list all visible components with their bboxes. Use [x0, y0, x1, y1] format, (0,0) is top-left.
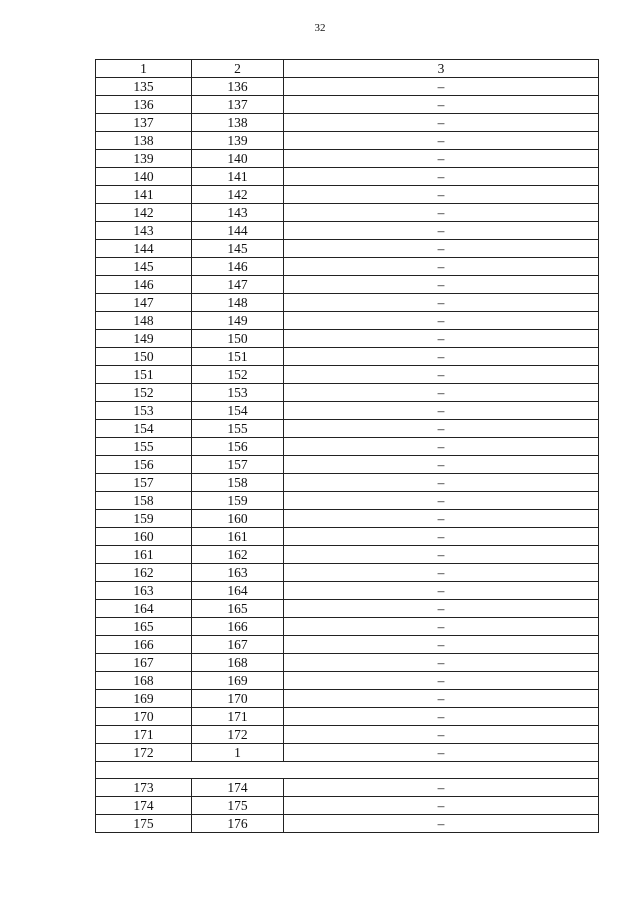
table-cell-col-3: –	[284, 204, 599, 222]
table-cell-col-2: 144	[192, 222, 284, 240]
table-cell-col-1: 149	[96, 330, 192, 348]
table-row	[96, 600, 599, 618]
table-row	[96, 204, 599, 222]
table-cell-col-1: 144	[96, 240, 192, 258]
table-cell-col-3: –	[284, 78, 599, 96]
table-cell-col-2: 163	[192, 564, 284, 582]
data-table	[95, 59, 599, 833]
table-cell-col-1: 146	[96, 276, 192, 294]
table-cell-col-1: 160	[96, 528, 192, 546]
table-cell-col-1: 141	[96, 186, 192, 204]
table-cell-col-1: 154	[96, 420, 192, 438]
table-cell-col-1: 162	[96, 564, 192, 582]
table-row	[96, 168, 599, 186]
table-row	[96, 672, 599, 690]
table-cell-col-3: –	[284, 384, 599, 402]
separator-row	[96, 762, 599, 779]
table-cell-col-1: 148	[96, 312, 192, 330]
table-row	[96, 222, 599, 240]
table-cell-col-3: –	[284, 276, 599, 294]
table-cell-col-1: 138	[96, 132, 192, 150]
column-header-1: 1	[96, 60, 192, 78]
table-cell-col-2: 162	[192, 546, 284, 564]
table-row	[96, 366, 599, 384]
table-cell-col-1: 157	[96, 474, 192, 492]
table-cell-col-1: 168	[96, 672, 192, 690]
table-cell-col-3: –	[284, 546, 599, 564]
table-cell-col-2: 149	[192, 312, 284, 330]
table-row	[96, 654, 599, 672]
table-cell-col-3: –	[284, 672, 599, 690]
table-row	[96, 258, 599, 276]
table-cell-col-3: –	[284, 618, 599, 636]
table-cell-col-1: 136	[96, 96, 192, 114]
table-cell-col-2: 165	[192, 600, 284, 618]
table-cell-col-3: –	[284, 294, 599, 312]
table-row	[96, 438, 599, 456]
table-cell-col-3: –	[284, 779, 599, 797]
table-cell-col-2: 166	[192, 618, 284, 636]
table-cell-col-2: 167	[192, 636, 284, 654]
table-cell-col-1: 140	[96, 168, 192, 186]
table-row	[96, 564, 599, 582]
table-row	[96, 779, 599, 797]
table-cell-col-3: –	[284, 366, 599, 384]
table-cell-col-3: –	[284, 744, 599, 762]
table-cell-col-3: –	[284, 636, 599, 654]
table-cell-col-1: 163	[96, 582, 192, 600]
table-row	[96, 294, 599, 312]
table-cell-col-3: –	[284, 797, 599, 815]
page-number: 32	[314, 22, 326, 34]
table-cell-col-2: 154	[192, 402, 284, 420]
table-cell-col-2: 148	[192, 294, 284, 312]
table-cell-col-3: –	[284, 564, 599, 582]
table-cell-col-1: 153	[96, 402, 192, 420]
table-cell-col-3: –	[284, 150, 599, 168]
table-cell-col-3: –	[284, 186, 599, 204]
table-cell-col-2: 137	[192, 96, 284, 114]
table-cell-col-3: –	[284, 240, 599, 258]
table-cell-col-1: 150	[96, 348, 192, 366]
table-row	[96, 420, 599, 438]
table-cell-col-1: 172	[96, 744, 192, 762]
table-row	[96, 402, 599, 420]
table-cell-col-1: 164	[96, 600, 192, 618]
table-cell-col-2: 155	[192, 420, 284, 438]
table-row	[96, 114, 599, 132]
table-row	[96, 582, 599, 600]
table-cell-col-2: 170	[192, 690, 284, 708]
table-cell-col-2: 172	[192, 726, 284, 744]
table-cell-col-2: 156	[192, 438, 284, 456]
table-cell-col-1: 155	[96, 438, 192, 456]
table-cell-col-2: 140	[192, 150, 284, 168]
table-cell-col-2: 174	[192, 779, 284, 797]
table-row	[96, 330, 599, 348]
table-row	[96, 474, 599, 492]
table-cell-col-3: –	[284, 528, 599, 546]
table-row	[96, 240, 599, 258]
table-cell-col-3: –	[284, 456, 599, 474]
table-cell-col-3: –	[284, 474, 599, 492]
column-header-2: 2	[192, 60, 284, 78]
table-row	[96, 456, 599, 474]
column-header-3: 3	[284, 60, 599, 78]
table-cell-col-1: 158	[96, 492, 192, 510]
table-row	[96, 276, 599, 294]
table-row	[96, 78, 599, 96]
table-cell-col-3: –	[284, 222, 599, 240]
table-cell-col-3: –	[284, 348, 599, 366]
table-row	[96, 348, 599, 366]
table-row	[96, 815, 599, 833]
table-cell-col-2: 145	[192, 240, 284, 258]
table-cell-col-1: 173	[96, 779, 192, 797]
table-cell-col-2: 141	[192, 168, 284, 186]
table-cell-col-1: 167	[96, 654, 192, 672]
table-cell-col-1: 143	[96, 222, 192, 240]
table-cell-col-2: 169	[192, 672, 284, 690]
table-row	[96, 150, 599, 168]
table-cell-col-1: 152	[96, 384, 192, 402]
table-cell-col-1: 159	[96, 510, 192, 528]
table-cell-col-3: –	[284, 654, 599, 672]
table-cell-col-3: –	[284, 726, 599, 744]
table-row	[96, 528, 599, 546]
table-row	[96, 312, 599, 330]
table-row	[96, 618, 599, 636]
table-cell-col-3: –	[284, 312, 599, 330]
table-row	[96, 708, 599, 726]
separator-cell	[96, 762, 599, 779]
table-cell-col-1: 151	[96, 366, 192, 384]
table-cell-col-3: –	[284, 582, 599, 600]
table-cell-col-2: 171	[192, 708, 284, 726]
table-row	[96, 690, 599, 708]
table-cell-col-3: –	[284, 96, 599, 114]
table-cell-col-1: 139	[96, 150, 192, 168]
table-cell-col-3: –	[284, 402, 599, 420]
table-cell-col-2: 151	[192, 348, 284, 366]
table-cell-col-1: 145	[96, 258, 192, 276]
table-cell-col-1: 175	[96, 815, 192, 833]
table-cell-col-2: 146	[192, 258, 284, 276]
table-cell-col-2: 142	[192, 186, 284, 204]
table-cell-col-1: 171	[96, 726, 192, 744]
table-cell-col-3: –	[284, 815, 599, 833]
table-row	[96, 797, 599, 815]
table-cell-col-3: –	[284, 492, 599, 510]
table-cell-col-2: 160	[192, 510, 284, 528]
table-cell-col-1: 135	[96, 78, 192, 96]
table-cell-col-3: –	[284, 330, 599, 348]
table-cell-col-2: 158	[192, 474, 284, 492]
table-cell-col-2: 159	[192, 492, 284, 510]
table-row	[96, 132, 599, 150]
table-row	[96, 744, 599, 762]
table-cell-col-2: 168	[192, 654, 284, 672]
table-cell-col-2: 153	[192, 384, 284, 402]
table-row	[96, 384, 599, 402]
table-cell-col-2: 1	[192, 744, 284, 762]
table-cell-col-2: 150	[192, 330, 284, 348]
table-row	[96, 546, 599, 564]
table-cell-col-1: 165	[96, 618, 192, 636]
table-cell-col-1: 174	[96, 797, 192, 815]
table-cell-col-2: 136	[192, 78, 284, 96]
header-row	[96, 60, 599, 78]
table-cell-col-2: 138	[192, 114, 284, 132]
table-cell-col-1: 169	[96, 690, 192, 708]
table-row	[96, 636, 599, 654]
table-cell-col-3: –	[284, 258, 599, 276]
table-cell-col-2: 161	[192, 528, 284, 546]
table-cell-col-3: –	[284, 114, 599, 132]
table-cell-col-2: 175	[192, 797, 284, 815]
table-cell-col-3: –	[284, 438, 599, 456]
table-cell-col-1: 170	[96, 708, 192, 726]
table-cell-col-3: –	[284, 132, 599, 150]
table-cell-col-2: 147	[192, 276, 284, 294]
table-row	[96, 492, 599, 510]
table-cell-col-3: –	[284, 168, 599, 186]
table-row	[96, 510, 599, 528]
table-cell-col-3: –	[284, 600, 599, 618]
table-cell-col-3: –	[284, 420, 599, 438]
table-cell-col-3: –	[284, 708, 599, 726]
table-cell-col-3: –	[284, 510, 599, 528]
table-cell-col-2: 176	[192, 815, 284, 833]
table-cell-col-1: 156	[96, 456, 192, 474]
table-row	[96, 726, 599, 744]
table-body	[96, 60, 599, 833]
table-cell-col-1: 161	[96, 546, 192, 564]
table-cell-col-2: 157	[192, 456, 284, 474]
table-cell-col-2: 164	[192, 582, 284, 600]
table-cell-col-1: 147	[96, 294, 192, 312]
table-row	[96, 186, 599, 204]
table-cell-col-1: 142	[96, 204, 192, 222]
table-cell-col-2: 139	[192, 132, 284, 150]
table-cell-col-1: 137	[96, 114, 192, 132]
table-row	[96, 96, 599, 114]
table-cell-col-1: 166	[96, 636, 192, 654]
table-cell-col-2: 143	[192, 204, 284, 222]
table-cell-col-2: 152	[192, 366, 284, 384]
table-cell-col-3: –	[284, 690, 599, 708]
